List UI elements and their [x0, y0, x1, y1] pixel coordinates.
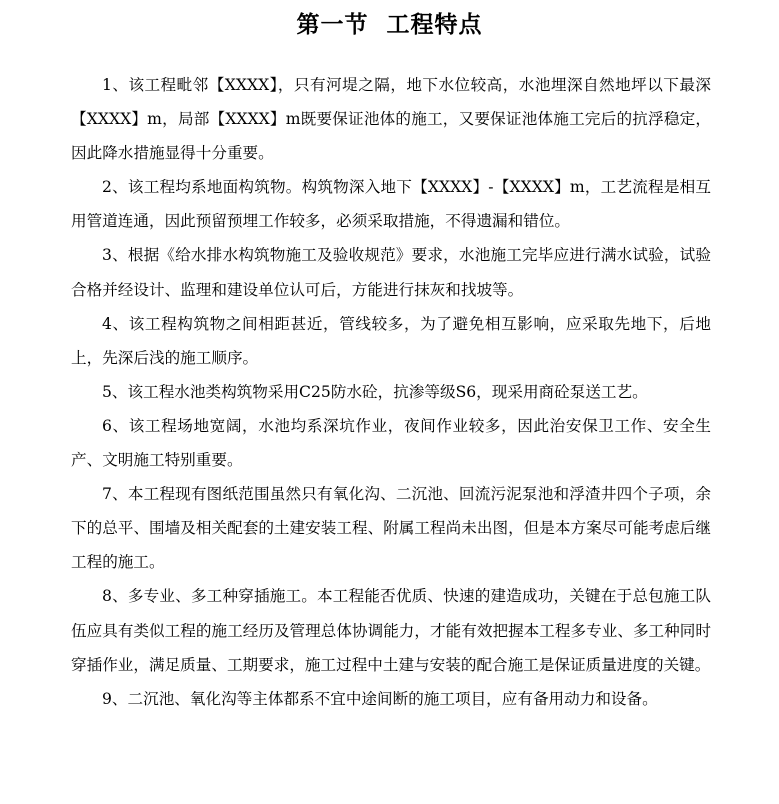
paragraph-7: 7、本工程现有图纸范围虽然只有氧化沟、二沉池、回流污泥泵池和浮渣井四个子项，余下的总平、围墙及相关配套的土建安装工程、附属工程尚未出图，但是本方案尽可能考虑后继工程的施工。 [71, 485, 711, 572]
paragraph-2: 2、该工程均系地面构筑物。构筑物深入地下【XXXX】-【XXXX】m，工艺流程是相互用管道连通，因此预留预埋工作较多，必须采取措施，不得遗漏和错位。 [71, 178, 711, 231]
paragraph-6: 6、该工程场地宽阔，水池均系深坑作业，夜间作业较多，因此治安保卫工作、安全生产、文明施工特别重要。 [71, 416, 711, 470]
paragraph-8: 8、多专业、多工种穿插施工。本工程能否优质、快速的建造成功，关键在于总包施工队伍应具有类似工程的施工经历及管理总体协调能力，才能有效把握本工程多专业、多工种同时穿插作业，满足质量、工期要求，施工过程中土建与安装的配合施工是保证质量进度的关键。 [71, 587, 711, 674]
document-body [71, 68, 711, 716]
paragraph-3: 3、根据《给水排水构筑物施工及验收规范》要求，水池施工完毕应进行满水试验，试验合格并经设计、监理和建设单位认可后，方能进行抹灰和找坡等。 [71, 246, 711, 299]
paragraph-1: 1、该工程毗邻【XXXX】，只有河堤之隔，地下水位较高，水池埋深自然地坪以下最深【XXXX】m，局部【XXXX】m既要保证池体的施工，又要保证池体施工完后的抗浮稳定，因此降水措施显得十分重要。 [71, 76, 711, 163]
paragraph-9: 9、二沉池、氧化沟等主体都系不宜中途间断的施工项目，应有备用动力和设备。 [102, 689, 658, 708]
paragraph-5: 5、该工程水池类构筑物采用C25防水砼，抗渗等级S6，现采用商砼泵送工艺。 [102, 382, 648, 401]
section-title: 第一节 工程特点 [296, 12, 483, 38]
paragraph-4: 4、该工程构筑物之间相距甚近，管线较多，为了避免相互影响，应采取先地下，后地上，先深后浅的施工顺序。 [71, 314, 711, 367]
